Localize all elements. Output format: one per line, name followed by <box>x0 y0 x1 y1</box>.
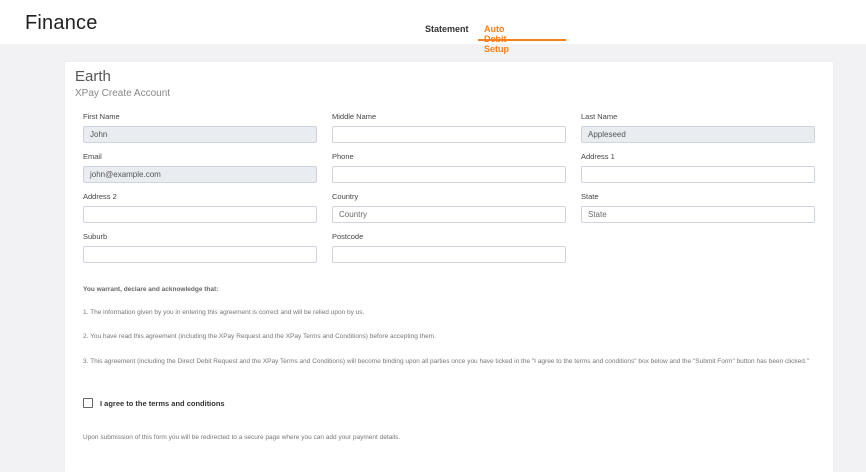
postcode-field <box>332 232 566 263</box>
tab-auto-debit-setup[interactable]: Auto Setup <box>484 24 510 54</box>
first-name-label: First Name <box>83 112 120 121</box>
middle-name-input[interactable] <box>332 126 566 143</box>
state-label: State <box>581 192 599 201</box>
email-input[interactable] <box>83 166 317 183</box>
address1-field <box>581 152 815 183</box>
terms-item-2: 2. You have read this agreement (including the XPay Request and the XPay Terms and Conditions) before accepting them. <box>83 333 436 340</box>
form-title: XPay Create Account <box>75 88 171 99</box>
address2-input[interactable] <box>83 206 317 223</box>
suburb-field <box>83 232 317 263</box>
country-input[interactable] <box>332 206 566 223</box>
terms-item-1: 1. The information given by you in entering this agreement is correct and will be relied upon by us. <box>83 309 365 316</box>
suburb-input[interactable] <box>83 246 317 263</box>
active-tab-indicator <box>478 39 566 41</box>
state-field <box>581 192 815 223</box>
middle-name-label: Middle Name <box>332 112 377 121</box>
agree-terms-label[interactable]: I agree to the terms and conditions <box>100 398 225 408</box>
address1-input[interactable] <box>581 166 815 183</box>
organization-name: Earth <box>75 68 111 85</box>
suburb-label: Suburb <box>83 232 108 241</box>
terms-item-3: 3. This agreement (including the Direct Debit Request and the XPay Terms and Conditions) will become binding upon all parties once you have ticked in the "I agree to the terms and conditions" box below and the "Submit Form" button has been clicked." <box>83 358 809 365</box>
terms-heading: You warrant, declare and acknowledge that: <box>83 286 219 293</box>
agree-terms-checkbox[interactable] <box>83 398 93 408</box>
tab-statement[interactable]: Statement <box>425 24 469 34</box>
app-title: Finance <box>25 12 98 34</box>
email-field <box>83 152 317 183</box>
first-name-field <box>83 112 317 143</box>
postcode-input[interactable] <box>332 246 566 263</box>
phone-label: Phone <box>332 152 354 161</box>
agree-terms-row <box>83 397 225 409</box>
address2-label: Address 2 <box>83 192 117 201</box>
country-label: Country <box>332 192 359 201</box>
first-name-input[interactable] <box>83 126 317 143</box>
last-name-field <box>581 112 815 143</box>
address2-field <box>83 192 317 223</box>
last-name-label: Last Name <box>581 112 618 121</box>
form-card <box>65 62 833 472</box>
top-bar <box>0 0 866 54</box>
postcode-label: Postcode <box>332 232 364 241</box>
last-name-input[interactable] <box>581 126 815 143</box>
middle-name-field <box>332 112 566 143</box>
state-input[interactable] <box>581 206 815 223</box>
phone-field <box>332 152 566 183</box>
country-field <box>332 192 566 223</box>
phone-input[interactable] <box>332 166 566 183</box>
email-label: Email <box>83 152 102 161</box>
address1-label: Address 1 <box>581 152 615 161</box>
redirect-note: Upon submission of this form you will be redirected to a secure page where you can add your payment details. <box>83 434 401 441</box>
